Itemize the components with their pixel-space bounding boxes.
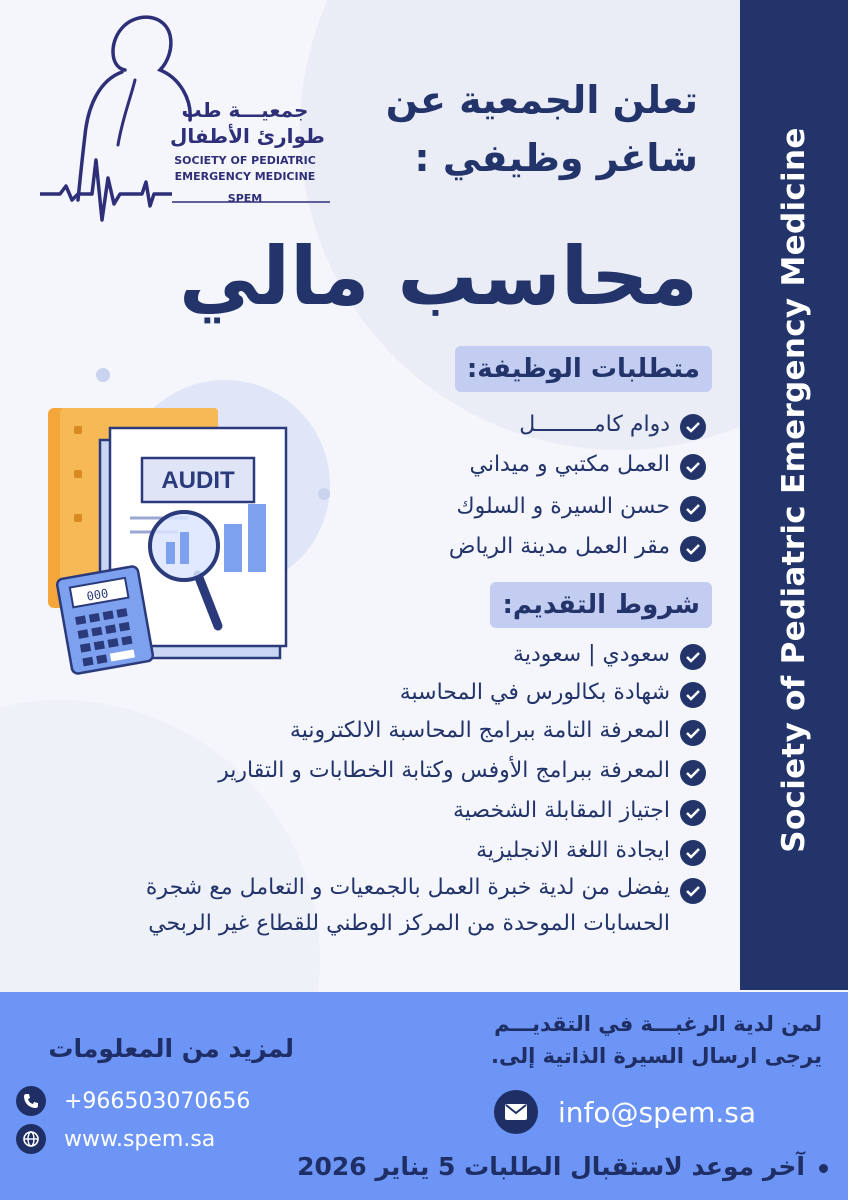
spem-logo xyxy=(30,10,330,235)
logo-arabic-line1: جمعيـــة طب xyxy=(181,98,309,122)
conditions-heading: شروط التقديم: xyxy=(490,582,712,628)
phone-contact[interactable] xyxy=(16,1086,250,1116)
requirement-text: مقر العمل مدينة الرياض xyxy=(448,534,670,559)
side-band-text: Society of Pediatric Emergency Medicine xyxy=(776,127,812,853)
more-info-heading: لمزيد من المعلومات xyxy=(48,1034,294,1063)
list-item xyxy=(106,836,706,870)
job-title: محاسب مالي xyxy=(179,230,698,323)
check-icon xyxy=(680,536,706,562)
deadline xyxy=(208,1152,828,1181)
list-item xyxy=(106,796,706,830)
requirements-heading: متطلبات الوظيفة: xyxy=(455,346,712,392)
deadline-text: آخر موعد لاستقبال الطلبات 5 يناير 2026 xyxy=(297,1152,805,1181)
website-link[interactable]: www.spem.sa xyxy=(64,1126,216,1152)
logo-abbr: SPEM xyxy=(227,192,263,205)
apply-line1: لمن لدية الرغبـــة في التقديـــم xyxy=(494,1012,822,1036)
email-contact[interactable] xyxy=(494,1090,756,1134)
list-item xyxy=(106,756,706,790)
condition-text: سعودي | سعودية xyxy=(513,642,670,667)
check-icon xyxy=(680,840,706,866)
mail-icon xyxy=(494,1090,538,1134)
calculator-icon xyxy=(56,566,153,675)
apply-line2: يرجى ارسال السيرة الذاتية إلى. xyxy=(490,1044,822,1068)
logo-english-line2: EMERGENCY MEDICINE xyxy=(174,170,316,183)
check-icon xyxy=(680,682,706,708)
condition-text: ايجادة اللغة الانجليزية xyxy=(476,838,670,863)
condition-text: اجتياز المقابلة الشخصية xyxy=(452,798,670,823)
audit-label: AUDIT xyxy=(161,467,235,494)
condition-text: يفضل من لدية خبرة العمل بالجمعيات و التعامل مع شجرة الحسابات الموحدة من المركز الوطني للقطاع غير الربحي xyxy=(145,875,670,936)
logo-arabic-line2: طوارئ الأطفال xyxy=(170,124,325,148)
list-item xyxy=(106,678,706,712)
list-item xyxy=(106,870,706,946)
check-icon xyxy=(680,496,706,522)
logo-english-line1: SOCIETY OF PEDIATRIC xyxy=(174,154,316,167)
condition-text: شهادة بكالورس في المحاسبة xyxy=(399,680,670,705)
globe-icon xyxy=(16,1124,46,1154)
list-item xyxy=(106,716,706,750)
check-icon xyxy=(680,760,706,786)
bullet-icon xyxy=(819,1164,828,1173)
calculator-display: 000 xyxy=(85,586,110,604)
email-link[interactable]: info@spem.sa xyxy=(558,1095,757,1129)
check-icon xyxy=(680,800,706,826)
requirement-text: العمل مكتبي و ميداني xyxy=(469,452,670,477)
announcement-line1: تعلن الجمعية عن xyxy=(385,78,698,122)
requirement-text: دوام كامـــــــــل xyxy=(519,412,670,437)
condition-text: المعرفة ببرامج الأوفس وكتابة الخطابات و التقارير xyxy=(218,758,670,783)
phone-number[interactable]: +966503070656 xyxy=(64,1088,251,1114)
website-contact[interactable] xyxy=(16,1124,215,1154)
check-icon xyxy=(680,878,706,904)
condition-text: المعرفة التامة ببرامج المحاسبة الالكترونية xyxy=(289,718,670,743)
check-icon xyxy=(680,454,706,480)
audit-illustration xyxy=(38,400,338,680)
requirement-text: حسن السيرة و السلوك xyxy=(456,494,670,519)
phone-icon xyxy=(16,1086,46,1116)
decor-dot xyxy=(96,368,110,382)
check-icon xyxy=(680,720,706,746)
check-icon xyxy=(680,414,706,440)
announcement-line2: شاغر وظيفي : xyxy=(414,136,698,180)
check-icon xyxy=(680,644,706,670)
